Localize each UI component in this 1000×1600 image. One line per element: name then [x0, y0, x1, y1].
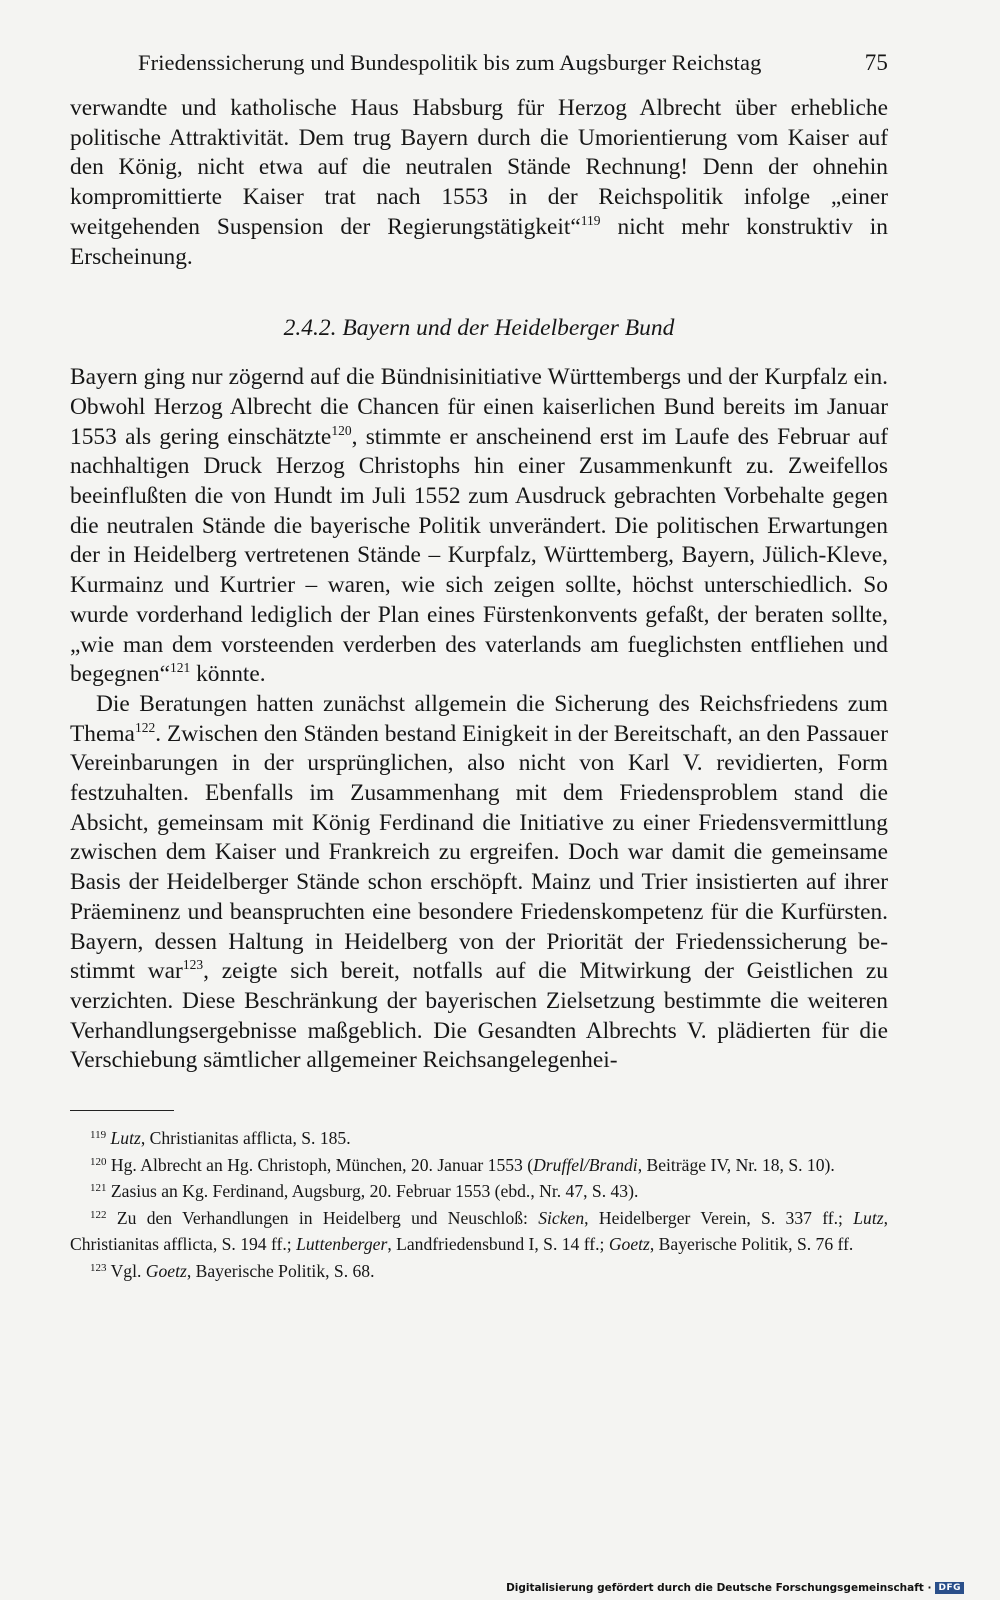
paragraph-2 [70, 363, 888, 690]
footnote-number: 123 [90, 1262, 107, 1275]
footnote-123 [70, 1258, 888, 1285]
dfg-logo-icon: DFG [935, 1582, 964, 1594]
paragraph-text: , zeigte sich bereit, notfalls auf die Mitwirkung der Geistlichen zu verzichten. Diese Beschränkung der bayerischen Zielsetzung bestimmte die weiteren Verhandlungsergebnisse maßgeblich. Die Gesandten Albrechts V. plädierten für die Verschiebung sämtlicher allgemeiner Reichsangelegenhei- [70, 958, 889, 1074]
footnote-text: , Beiträge IV, Nr. 18, S. 10). [637, 1154, 835, 1175]
footnote-text: , Heidelberger Verein, S. 337 ff.; [584, 1207, 854, 1228]
footnote-ref[interactable]: 120 [331, 422, 352, 438]
paragraph-text: . Zwischen den Ständen bestand Einigkeit in der Bereitschaft, an den Passauer Vereinbarungen in der ursprünglichen, also nicht von Karl V. revidierten, Form festzuhalten. Ebenfalls im Zusammenhang mit dem Friedensproblem stand die Absicht, gemeinsam mit König Ferdinand die Initiative zu einer Friedensvermittlung zwischen dem Kaiser und Frankreich zu ergreifen. Doch war damit die gemeinsame Basis der Heidelberger Stände schon erschöpft. Mainz und Trier insistierten auf ihrer Präeminenz und beanspruchten eine besondere Friedenskompetenz für die Kurfürsten. Bayern, dessen Haltung in Heidelberg von der Priorität der Friedenssicherung bestimmt war [70, 720, 888, 985]
author-name: Goetz [145, 1261, 187, 1282]
paragraph-3 [70, 690, 888, 1076]
footnote-text: , Bayerische Politik, S. 68. [186, 1261, 375, 1282]
footnote-number: 122 [90, 1208, 107, 1221]
digitization-credit [506, 1582, 964, 1594]
footnotes [70, 1125, 888, 1285]
footnote-divider [70, 1110, 174, 1111]
footnote-text: Zasius an Kg. Ferdinand, Augsburg, 20. Februar 1553 (ebd., Nr. 47, S. 43). [110, 1181, 639, 1202]
footnote-number: 119 [90, 1129, 107, 1142]
paragraph-text: verwandte und katholische Haus Habsburg für Herzog Albrecht über erhebliche politische Attraktivität. Dem trug Bayern durch die Umorientierung vom Kaiser auf den König, nicht etwa auf die neutralen Stände Rechnung! Denn der ohnehin kompromittierte Kaiser trat nach 1553 in der Reichspolitik infolge „einer weitgehenden Suspension der Regierungstätigkeit“ [70, 95, 888, 240]
author-name: Lutz [110, 1128, 141, 1149]
footnote-text: , Christianitas afflicta, S. 185. [140, 1128, 351, 1149]
author-name: Sicken [538, 1207, 585, 1228]
running-title: Friedenssicherung und Bundespolitik bis zum Augsburger Reichstag [138, 50, 762, 75]
footnote-text: Hg. Albrecht an Hg. Christoph, München, 20. Januar 1553 ( [110, 1154, 534, 1175]
footnote-text: Vgl. [110, 1261, 146, 1282]
footnote-ref[interactable]: 122 [134, 719, 156, 735]
credit-text: Digitalisierung gefördert durch die Deutsche Forschungsgemeinschaft · [506, 1582, 932, 1594]
footnote-number: 121 [90, 1182, 107, 1195]
footnote-ref[interactable]: 121 [170, 660, 191, 676]
footnote-120 [70, 1152, 888, 1179]
author-name: Druffel/Brandi [533, 1154, 638, 1175]
author-name: Luttenberger [296, 1234, 388, 1255]
footnote-ref[interactable]: 123 [182, 957, 204, 973]
footnote-122 [70, 1205, 888, 1258]
footnote-text: , Landfriedensbund I, S. 14 ff.; [387, 1234, 609, 1255]
footnote-ref[interactable]: 119 [580, 212, 601, 228]
page [70, 50, 888, 1285]
footnote-121 [70, 1178, 888, 1205]
author-name: Goetz [608, 1234, 650, 1255]
paragraph-text: Die Beratungen hatten zunächst allgemein die Sicherung des Reichsfriedens zum Thema [70, 690, 888, 747]
footnote-number: 120 [90, 1155, 107, 1168]
section-heading: 2.4.2. Bayern und der Heidelberger Bund [283, 315, 675, 342]
paragraph-text: nicht mehr konstruktiv in Erscheinung. [70, 213, 888, 270]
paragraph-text: Bayern ging nur zögernd auf die Bündnisinitiative Württembergs und der Kurpfalz ein. Obwohl Herzog Albrecht die Chancen für einen kaiserlichen Bund bereits im Januar 1553 als gering einschätzte [70, 364, 888, 450]
running-head [70, 50, 888, 76]
footnote-text: , Bayerische Politik, S. 76 ff. [649, 1234, 854, 1255]
footnote-text: Zu den Verhandlungen in Heidelberg und Neuschloß: [116, 1207, 539, 1228]
page-number: 75 [864, 50, 888, 75]
paragraph-1 [70, 94, 888, 272]
footnote-119 [70, 1125, 888, 1152]
paragraph-text: könnte. [190, 661, 266, 688]
author-name: Lutz [853, 1207, 884, 1228]
paragraph-text: , stimmte er anscheinend erst im Laufe des Februar auf nachhaltigen Druck Herzog Christophs hin einer Zusammenkunft zu. Zweifellos beeinflußten die von Hundt im Juli 1552 zum Ausdruck gebrachten Vorbehalte gegen die neutralen Stände die bayerische Politik unverändert. Die politischen Erwartungen der in Heidelberg vertretenen Stände – Kurpfalz, Württemberg, Bayern, Jülich-Kleve, Kurmainz und Kurtrier – waren, wie sich zeigen sollte, höchst unterschiedlich. So wurde vorderhand lediglich der Plan eines Fürstenkonvents gefaßt, der beraten sollte, „wie man dem vorsteenden verderben des vaterlands am fueglichsten entfliehen und begegnen“ [70, 423, 888, 688]
footnote-text: , Christianitas afflicta, S. 194 ff.; [70, 1207, 888, 1255]
